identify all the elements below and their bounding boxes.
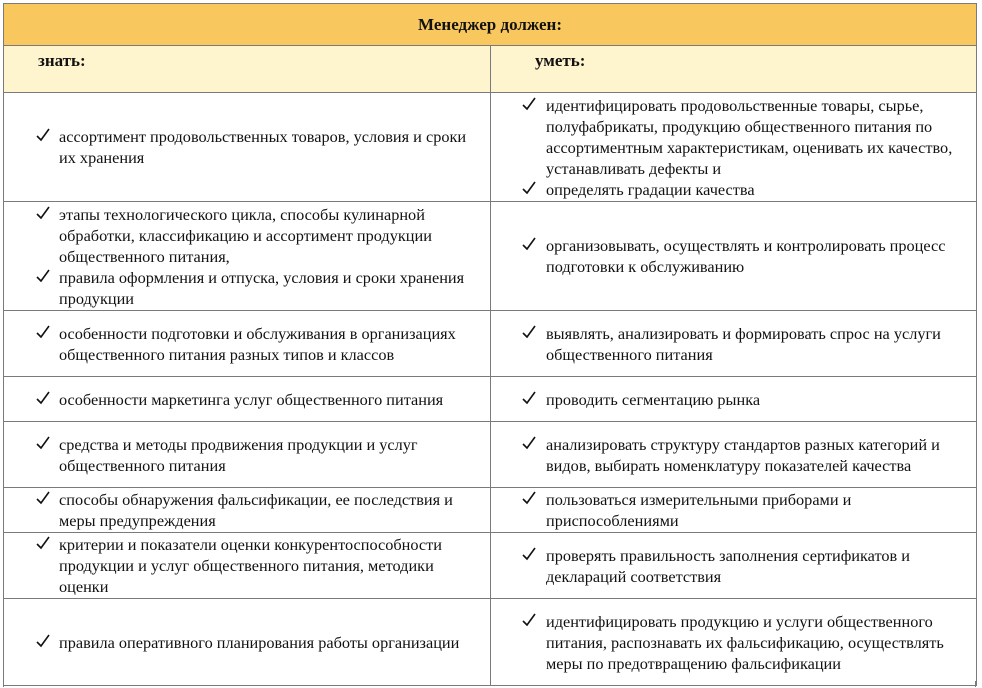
can-cell (491, 202, 977, 311)
can-cell (491, 422, 977, 488)
checkmark-icon (36, 205, 50, 221)
checkmark-icon (522, 96, 536, 112)
header-know-label: знать: (38, 51, 86, 70)
know-cell (4, 599, 491, 686)
bullet-list (491, 434, 976, 476)
table-row (4, 488, 977, 533)
list-item-text: правила оперативного планирования работы организации (59, 632, 460, 652)
checkmark-icon (36, 127, 50, 143)
bullet-list (4, 489, 490, 531)
list-item (491, 434, 976, 476)
list-item (4, 489, 490, 531)
checkmark-icon (522, 324, 536, 340)
know-cell (4, 488, 491, 533)
list-item-text: правила оформления и отпуска, условия и сроки хранения продукции (59, 267, 465, 308)
know-cell (4, 422, 491, 488)
document-table-wrapper (3, 3, 976, 686)
list-item-text: проверять правильность заполнения сертификатов и деклараций соответствия (546, 545, 910, 586)
manager-skills-table (3, 3, 977, 686)
checkmark-icon (36, 324, 50, 340)
list-item-text: особенности подготовки и обслуживания в организациях общественного питания разных типов и классов (59, 323, 456, 364)
list-item (491, 235, 976, 277)
table-continuation-edge (3, 681, 976, 687)
list-item (491, 489, 976, 531)
table-row (4, 311, 977, 377)
list-item-text: этапы технологического цикла, способы кулинарной обработки, классификацию и ассортимент продукции общественного питания, (59, 204, 432, 266)
know-cell (4, 202, 491, 311)
list-item-text: идентифицировать продовольственные товары, сырье, полуфабрикаты, продукцию общественного питания по ассортиментным характеристикам, оценивать их качество, устанавливать дефекты и (546, 95, 953, 178)
table-row (4, 533, 977, 599)
bullet-list (491, 545, 976, 587)
list-item-text: организовывать, осуществлять и контролировать процесс подготовки к обслуживанию (546, 236, 946, 276)
checkmark-icon (522, 390, 536, 406)
checkmark-icon (522, 435, 536, 451)
checkmark-icon (522, 490, 536, 506)
title-row (4, 4, 977, 46)
table-row (4, 93, 977, 202)
list-item-text: идентифицировать продукцию и услуги общественного питания, распознавать их фальсификацию, осуществлять меры по предотвращению фальсификации (546, 611, 944, 673)
checkmark-icon (36, 268, 50, 284)
table-row (4, 377, 977, 422)
header-can-label: уметь: (535, 51, 586, 70)
know-cell (4, 311, 491, 377)
checkmark-icon (36, 633, 50, 649)
checkmark-icon (522, 612, 536, 628)
bullet-list (4, 389, 490, 410)
can-cell (491, 599, 977, 686)
can-cell (491, 377, 977, 422)
bullet-list (491, 95, 976, 200)
list-item (491, 179, 976, 200)
list-item (4, 323, 490, 365)
know-cell (4, 533, 491, 599)
bullet-list (4, 126, 490, 168)
checkmark-icon (522, 236, 536, 252)
list-item (4, 267, 490, 309)
bullet-list (4, 323, 490, 365)
list-item (4, 389, 490, 410)
checkmark-icon (522, 180, 536, 196)
list-item (4, 204, 490, 267)
list-item-text: особенности маркетинга услуг общественного питания (59, 389, 444, 409)
table-title: Менеджер должен: (4, 4, 977, 46)
table-row (4, 599, 977, 686)
list-item (4, 534, 490, 597)
table-row (4, 422, 977, 488)
checkmark-icon (36, 390, 50, 406)
know-cell (4, 377, 491, 422)
list-item (4, 126, 490, 168)
list-item-text: определять градации качества (546, 179, 755, 199)
bullet-list (491, 235, 976, 277)
can-cell (491, 488, 977, 533)
list-item-text: пользоваться измерительными приборами и приспособлениями (546, 490, 852, 530)
can-cell (491, 93, 977, 202)
list-item (491, 95, 976, 179)
checkmark-icon (36, 435, 50, 451)
list-item-text: ассортимент продовольственных товаров, условия и сроки их хранения (59, 127, 467, 167)
list-item (491, 545, 976, 587)
can-cell (491, 311, 977, 377)
know-cell (4, 93, 491, 202)
bullet-list (4, 434, 490, 476)
bullet-list (4, 204, 490, 309)
table-row (4, 202, 977, 311)
list-item (4, 632, 490, 653)
checkmark-icon (522, 546, 536, 562)
list-item-text: выявлять, анализировать и формировать спрос на услуги общественного питания (546, 323, 941, 364)
can-cell (491, 533, 977, 599)
list-item-text: проводить сегментацию рынка (546, 389, 761, 409)
bullet-list (491, 489, 976, 531)
list-item (491, 323, 976, 365)
header-know (4, 46, 491, 93)
list-item-text: анализировать структуру стандартов разных категорий и видов, выбирать номенклатуру показателей качества (546, 434, 940, 475)
bullet-list (4, 534, 490, 597)
header-row (4, 46, 977, 93)
checkmark-icon (36, 490, 50, 506)
header-can (491, 46, 977, 93)
bullet-list (491, 389, 976, 410)
bullet-list (4, 632, 490, 653)
list-item-text: критерии и показатели оценки конкурентоспособности продукции и услуг общественного питания, методики оценки (59, 535, 442, 596)
list-item (491, 611, 976, 674)
list-item (4, 434, 490, 476)
bullet-list (491, 611, 976, 674)
list-item-text: средства и методы продвижения продукции и услуг общественного питания (59, 434, 418, 475)
checkmark-icon (36, 535, 50, 551)
bullet-list (491, 323, 976, 365)
list-item (491, 389, 976, 410)
list-item-text: способы обнаружения фальсификации, ее последствия и меры предупреждения (59, 490, 453, 530)
